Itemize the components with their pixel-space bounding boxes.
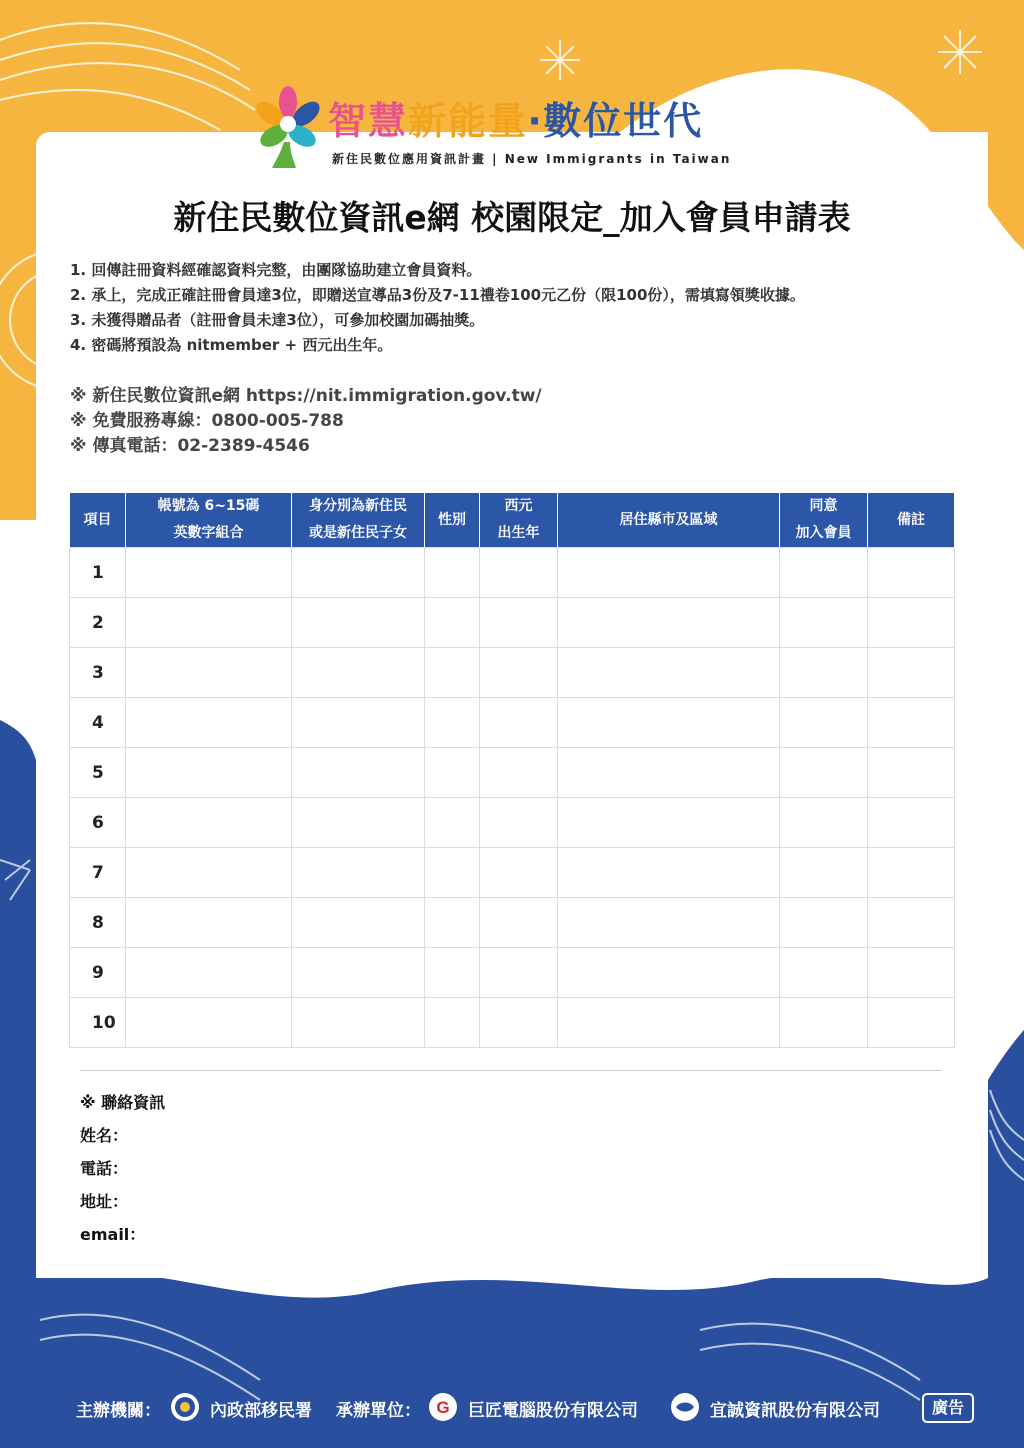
- row-number: 2: [70, 598, 126, 648]
- form-cell[interactable]: [126, 548, 292, 598]
- info-hotline: ※ 免費服務專線：0800-005-788: [70, 411, 344, 431]
- form-cell[interactable]: [868, 748, 955, 798]
- contact-phone-label: 電話：: [80, 1159, 129, 1178]
- form-cell[interactable]: [480, 648, 558, 698]
- row-number: 3: [70, 648, 126, 698]
- info-fax: ※ 傳真電話：02-2389-4546: [70, 436, 310, 456]
- form-cell[interactable]: [780, 848, 868, 898]
- row-number: 6: [70, 798, 126, 848]
- table-row: [70, 648, 955, 698]
- form-cell[interactable]: [868, 598, 955, 648]
- table-row: [70, 998, 955, 1048]
- logo-title: 智慧新能量‧數位世代: [328, 99, 704, 143]
- form-cell[interactable]: [425, 898, 480, 948]
- table-row: [70, 698, 955, 748]
- contact-email-label: email：: [80, 1225, 146, 1244]
- row-number: 10: [70, 998, 126, 1048]
- footer: [0, 1388, 1024, 1428]
- form-cell[interactable]: [292, 648, 425, 698]
- form-cell[interactable]: [292, 748, 425, 798]
- form-cell[interactable]: [780, 748, 868, 798]
- form-cell[interactable]: [558, 548, 780, 598]
- form-cell[interactable]: [292, 798, 425, 848]
- table-header-cell: 西元 出生年: [480, 493, 558, 548]
- form-cell[interactable]: [292, 698, 425, 748]
- table-row: [70, 898, 955, 948]
- campaign-logo: [250, 84, 780, 174]
- form-cell[interactable]: [480, 948, 558, 998]
- form-cell[interactable]: [292, 898, 425, 948]
- table-row: [70, 748, 955, 798]
- info-website: ※ 新住民數位資訊e網 https://nit.immigration.gov.tw/: [70, 386, 542, 406]
- rules-list: [70, 258, 805, 358]
- form-cell[interactable]: [425, 548, 480, 598]
- form-cell[interactable]: [126, 598, 292, 648]
- row-number: 1: [70, 548, 126, 598]
- table-header-row: [70, 493, 955, 548]
- table-row: [70, 848, 955, 898]
- form-cell[interactable]: [126, 798, 292, 848]
- row-number: 5: [70, 748, 126, 798]
- row-number: 7: [70, 848, 126, 898]
- form-cell[interactable]: [780, 648, 868, 698]
- form-cell[interactable]: [292, 848, 425, 898]
- rule-item: 4. 密碼將預設為 nitmember + 西元出生年。: [70, 336, 393, 354]
- form-cell[interactable]: [425, 948, 480, 998]
- info-list: [70, 384, 542, 459]
- member-application-table: [69, 493, 955, 1048]
- immigration-agency-seal-icon: [170, 1392, 200, 1422]
- form-cell[interactable]: [558, 898, 780, 948]
- form-cell[interactable]: [868, 548, 955, 598]
- form-cell[interactable]: [868, 848, 955, 898]
- flower-logo-icon: [250, 84, 326, 170]
- form-cell[interactable]: [292, 998, 425, 1048]
- form-cell[interactable]: [780, 548, 868, 598]
- table-header-cell: 居住縣市及區域: [558, 493, 780, 548]
- page-title: 新住民數位資訊e網 校園限定_加入會員申請表: [173, 198, 851, 237]
- partner-logo-icon: [670, 1392, 700, 1422]
- form-cell[interactable]: [480, 748, 558, 798]
- form-cell[interactable]: [126, 648, 292, 698]
- contractor-logo-icon: [428, 1392, 458, 1422]
- form-cell[interactable]: [558, 648, 780, 698]
- form-cell[interactable]: [780, 598, 868, 648]
- rule-item: 1. 回傳註冊資料經確認資料完整，由團隊協助建立會員資料。: [70, 261, 482, 279]
- row-number: 4: [70, 698, 126, 748]
- form-cell[interactable]: [480, 898, 558, 948]
- table-header-cell: 同意 加入會員: [780, 493, 868, 548]
- form-cell[interactable]: [558, 948, 780, 998]
- form-cell[interactable]: [868, 948, 955, 998]
- form-cell[interactable]: [425, 748, 480, 798]
- form-cell[interactable]: [558, 748, 780, 798]
- divider: [80, 1070, 942, 1071]
- form-cell[interactable]: [868, 898, 955, 948]
- form-cell[interactable]: [780, 998, 868, 1048]
- row-number: 8: [70, 898, 126, 948]
- contractor-name-2: 宜誠資訊股份有限公司: [710, 1401, 880, 1421]
- rule-item: 3. 未獲得贈品者（註冊會員未達3位），可參加校園加碼抽獎。: [70, 311, 485, 329]
- table-header-cell: 帳號為 6~15碼 英數字組合: [126, 493, 292, 548]
- form-cell[interactable]: [425, 998, 480, 1048]
- form-cell[interactable]: [868, 648, 955, 698]
- contact-heading: ※ 聯絡資訊: [80, 1093, 166, 1112]
- svg-text:G: G: [436, 1398, 450, 1417]
- contact-section: [80, 1090, 165, 1255]
- contractor-name-1: 巨匠電腦股份有限公司: [468, 1401, 638, 1421]
- form-cell[interactable]: [126, 898, 292, 948]
- form-cell[interactable]: [425, 798, 480, 848]
- form-cell[interactable]: [126, 698, 292, 748]
- organizer-label: 主辦機關：: [76, 1401, 161, 1421]
- table-row: [70, 948, 955, 998]
- table-body: [70, 548, 955, 1048]
- form-cell[interactable]: [780, 798, 868, 848]
- table-header-cell: 備註: [868, 493, 955, 548]
- form-cell[interactable]: [868, 998, 955, 1048]
- form-cell[interactable]: [480, 848, 558, 898]
- form-cell[interactable]: [425, 698, 480, 748]
- form-cell[interactable]: [126, 998, 292, 1048]
- contractor-label: 承辦單位：: [336, 1401, 421, 1421]
- form-cell[interactable]: [425, 848, 480, 898]
- form-cell[interactable]: [480, 998, 558, 1048]
- form-cell[interactable]: [292, 948, 425, 998]
- table-header-cell: 身分別為新住民 或是新住民子女: [292, 493, 425, 548]
- form-cell[interactable]: [558, 848, 780, 898]
- form-cell[interactable]: [558, 998, 780, 1048]
- organizer-name: 內政部移民署: [210, 1401, 312, 1421]
- form-cell[interactable]: [480, 798, 558, 848]
- table-row: [70, 798, 955, 848]
- contact-address-label: 地址：: [80, 1192, 129, 1211]
- form-cell[interactable]: [480, 598, 558, 648]
- form-cell[interactable]: [480, 698, 558, 748]
- row-number: 9: [70, 948, 126, 998]
- form-cell[interactable]: [558, 798, 780, 848]
- form-cell[interactable]: [126, 948, 292, 998]
- contact-name-label: 姓名：: [80, 1126, 129, 1145]
- table-row: [70, 548, 955, 598]
- form-cell[interactable]: [780, 698, 868, 748]
- table-header-cell: 性別: [425, 493, 480, 548]
- form-cell[interactable]: [780, 948, 868, 998]
- form-cell[interactable]: [480, 548, 558, 598]
- ad-badge: 廣告: [922, 1393, 974, 1423]
- form-cell[interactable]: [425, 598, 480, 648]
- form-cell[interactable]: [780, 898, 868, 948]
- rule-item: 2. 承上，完成正確註冊會員達3位，即贈送宣導品3份及7-11禮卷100元乙份（限100份），需填寫領獎收據。: [70, 286, 805, 304]
- form-cell[interactable]: [868, 698, 955, 748]
- form-cell[interactable]: [126, 848, 292, 898]
- form-cell[interactable]: [868, 798, 955, 848]
- table-header-cell: 項目: [70, 493, 126, 548]
- form-cell[interactable]: [292, 548, 425, 598]
- form-cell[interactable]: [558, 698, 780, 748]
- form-cell[interactable]: [292, 598, 425, 648]
- table-row: [70, 598, 955, 648]
- form-cell[interactable]: [425, 648, 480, 698]
- logo-subtitle: 新住民數位應用資訊計畫 | New Immigrants in Taiwan: [332, 152, 732, 166]
- form-cell[interactable]: [558, 598, 780, 648]
- form-cell[interactable]: [126, 748, 292, 798]
